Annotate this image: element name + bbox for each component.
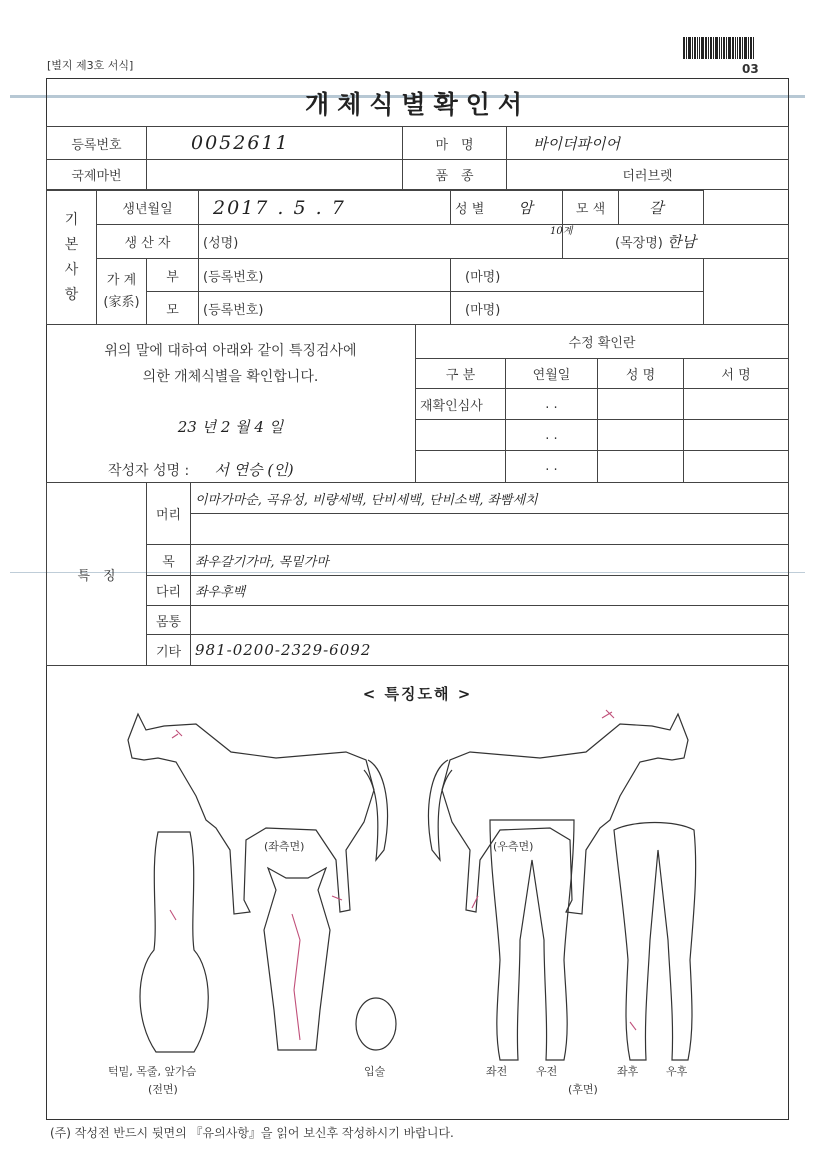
- left-hind-caption: 좌후: [617, 1065, 639, 1078]
- front-view-label: (전면): [148, 1083, 178, 1096]
- revision-row2-date: . .: [506, 420, 598, 451]
- rear-view-label: (후면): [568, 1083, 598, 1096]
- head-label: 머리: [147, 483, 191, 545]
- other-label: 기타: [147, 635, 191, 666]
- right-fore-caption: 우전: [536, 1065, 558, 1078]
- confirmation-text-1: 위의 말에 대하여 아래와 같이 특징검사에: [104, 343, 357, 359]
- farm-note: 10계: [550, 226, 573, 237]
- sex-value: 암: [518, 199, 533, 217]
- intl-no-value: [147, 160, 403, 190]
- neck-label: 목: [147, 545, 191, 576]
- birth-date-value: [199, 191, 451, 225]
- right-hind-caption: 우후: [666, 1065, 688, 1078]
- breed-value: 더러브렛: [507, 160, 789, 190]
- revision-row1-type: 재확인심사: [416, 389, 506, 420]
- author-label: 작성자 성명 :: [108, 463, 190, 479]
- intl-no-label: 국제마번: [47, 160, 147, 190]
- confirmation-text-2: 의한 개체식별을 확인합니다.: [142, 369, 319, 385]
- color-value: 갈: [619, 191, 704, 225]
- revision-row2-name: [598, 420, 684, 451]
- sire-label: 부: [147, 259, 199, 292]
- sire-name-cell: (마명): [451, 259, 704, 292]
- body-value: [191, 606, 789, 635]
- revision-col-name: 성 명: [598, 359, 684, 389]
- breed-label: 품 종: [403, 160, 507, 190]
- revision-row3-sign: [684, 451, 789, 483]
- producer-label: 생 산 자: [97, 225, 199, 259]
- left-fore-caption: 좌전: [486, 1065, 508, 1078]
- revision-row1-sign: [684, 389, 789, 420]
- dam-reg-cell: (등록번호): [199, 292, 451, 325]
- revision-table: [415, 324, 789, 483]
- body-label: 몸통: [147, 606, 191, 635]
- neck-value: 좌우갈기가마, 목밑가마: [191, 545, 789, 576]
- revision-col-type: 구 분: [416, 359, 506, 389]
- feature-diagram: [46, 700, 789, 1120]
- features-table: [46, 482, 789, 666]
- reg-no-label: 등록번호: [47, 127, 147, 160]
- revision-row3-name: [598, 451, 684, 483]
- color-label: 모 색: [563, 191, 619, 225]
- reg-no-value: [147, 127, 403, 160]
- reg-no-text: 0052611: [191, 132, 290, 154]
- legs-value: 좌우후백: [191, 576, 789, 606]
- revision-row1-date: . .: [506, 389, 598, 420]
- confirmation-date: 23 년 2 월 4 일: [177, 418, 284, 436]
- revision-row3-type: [416, 451, 506, 483]
- sex-cell: [451, 191, 563, 225]
- horse-name-text: 바이더파이어: [533, 134, 620, 153]
- left-side-caption: (좌측면): [264, 840, 305, 853]
- author-signature: 서 연승 (인): [214, 461, 294, 479]
- basic-info-section-label: 기본사항: [47, 191, 97, 325]
- birth-date-text: 2017 . 5 . 7: [213, 196, 346, 219]
- head-value-line2: [191, 514, 789, 545]
- revision-col-date: 연월일: [506, 359, 598, 389]
- dam-label: 모: [147, 292, 199, 325]
- legs-label: 다리: [147, 576, 191, 606]
- footnote: (주) 작성전 반드시 뒷면의 『유의사항』을 읽어 보신후 작성하시기 바랍니다.: [50, 1126, 454, 1140]
- front-view-caption: 턱밑, 목줄, 앞가슴: [108, 1065, 197, 1078]
- horse-name-label: 마 명: [403, 127, 507, 160]
- document-title: 개체식별확인서: [304, 90, 531, 119]
- revision-col-sign: 서 명: [684, 359, 789, 389]
- lips-caption: 입술: [364, 1065, 386, 1078]
- other-value: 981-0200-2329-6092: [191, 635, 789, 666]
- dam-name-cell: (마명): [451, 292, 704, 325]
- revision-header: 수정 확인란: [416, 325, 789, 359]
- sire-reg-cell: (등록번호): [199, 259, 451, 292]
- diagram-title: < 특징도해 >: [362, 685, 473, 703]
- farm-extra: [704, 225, 789, 259]
- confirmation-block: [46, 324, 416, 482]
- revision-row3-date: . .: [506, 451, 598, 483]
- revision-row2-sign: [684, 420, 789, 451]
- basic-info-table: [46, 190, 789, 325]
- farm-cell: [563, 225, 704, 259]
- registration-table: [46, 126, 789, 190]
- birth-date-label: 생년월일: [97, 191, 199, 225]
- horse-right-side-icon: [429, 710, 688, 914]
- revision-row1-name: [598, 389, 684, 420]
- features-section-label: 특 징: [47, 483, 147, 666]
- horse-front-chest-icon: [140, 832, 208, 1052]
- farm-value: 한남: [666, 233, 696, 251]
- horse-name-value: [507, 127, 789, 160]
- horse-lips-icon: [356, 998, 396, 1050]
- right-side-caption: (우측면): [493, 840, 534, 853]
- farm-label: (목장명): [615, 236, 663, 251]
- page-number: 03: [742, 62, 759, 76]
- horse-rear-view-icon: [614, 823, 696, 1061]
- horse-left-side-icon: [128, 714, 387, 914]
- horse-front-legs-icon: [490, 820, 574, 1060]
- horse-head-front-icon: [264, 868, 330, 1050]
- barcode: [683, 37, 755, 59]
- sex-label: 성 별: [455, 202, 485, 217]
- form-number-label: [별지 제3호 서식]: [47, 59, 134, 72]
- lineage-label: 가 계 (家系): [97, 259, 147, 325]
- revision-row2-type: [416, 420, 506, 451]
- head-value: 이마가마순, 곡유성, 비량세백, 단비세백, 단비소백, 좌빰세치: [191, 483, 789, 514]
- producer-name-cell: (성명): [199, 225, 563, 259]
